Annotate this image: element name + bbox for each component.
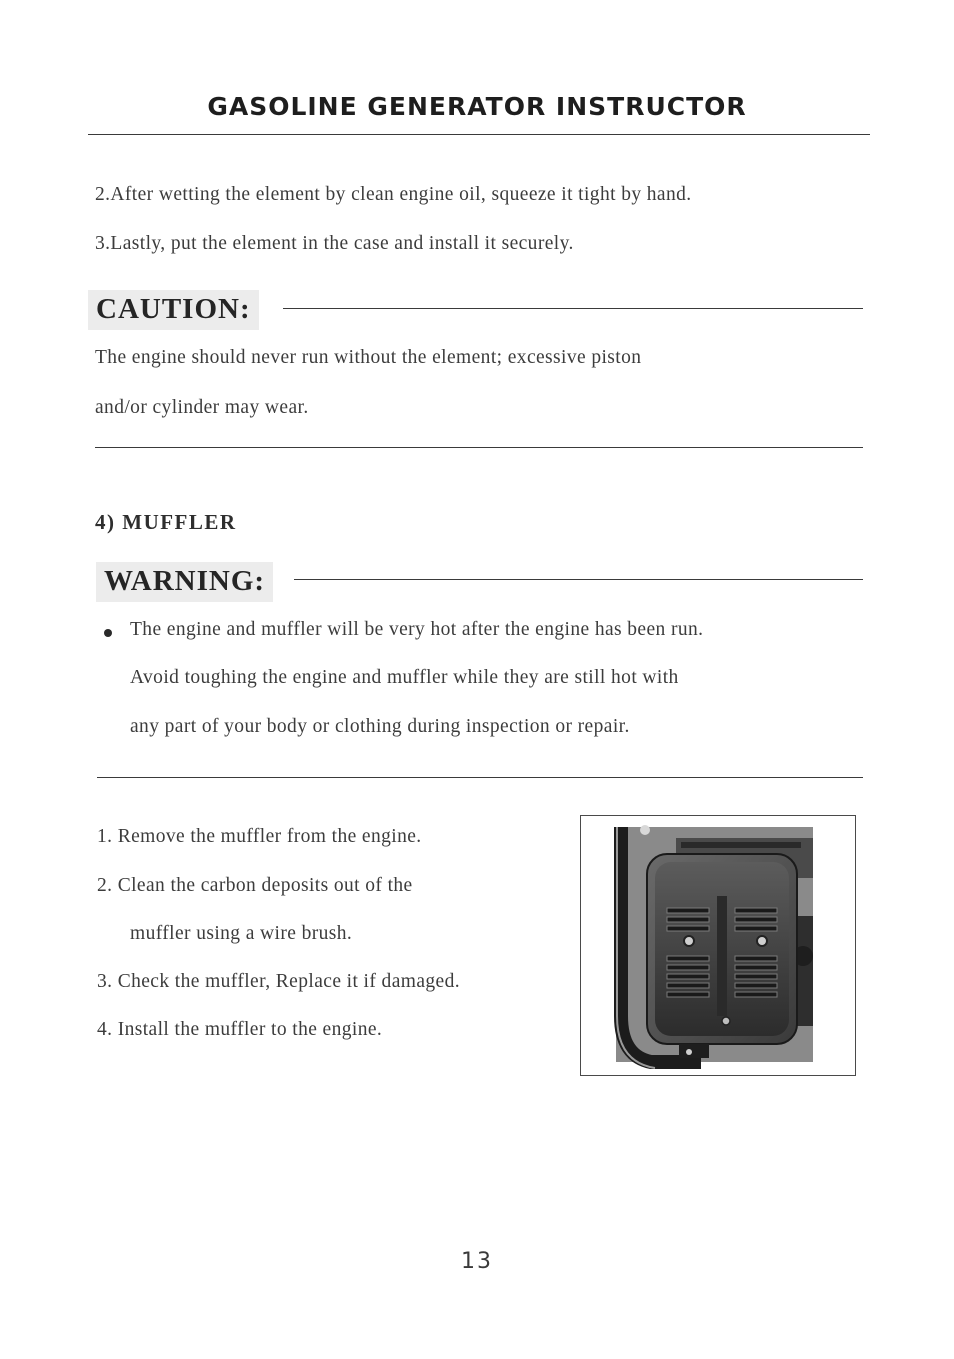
warning-label: WARNING: (96, 562, 273, 602)
warning-footer-rule (97, 777, 863, 778)
warning-header-rule (294, 579, 863, 580)
muffler-step-4: 4. Install the muffler to the engine. (97, 1019, 383, 1040)
caution-footer-rule (95, 447, 863, 448)
intro-step-3: 3.Lastly, put the element in the case and install it securely. (95, 233, 574, 254)
muffler-step-1: 1. Remove the muffler from the engine. (97, 826, 422, 847)
caution-line-2: and/or cylinder may wear. (95, 397, 309, 418)
muffler-photo (580, 815, 856, 1076)
warning-line-1: The engine and muffler will be very hot after the engine has been run. (130, 619, 704, 640)
muffler-step-2: 2. Clean the carbon deposits out of the (97, 875, 413, 896)
page-title: GASOLINE GENERATOR INSTRUCTOR (207, 92, 747, 121)
warning-line-3: any part of your body or clothing during inspection or repair. (130, 716, 630, 737)
caution-header-rule (283, 308, 863, 309)
muffler-step-3: 3. Check the muffler, Replace it if damaged. (97, 971, 461, 992)
title-underline (88, 134, 870, 135)
muffler-illustration (581, 816, 855, 1075)
page-number: 13 (461, 1249, 493, 1274)
caution-line-1: The engine should never run without the element; excessive piston (95, 347, 642, 368)
warning-bullet-icon (104, 629, 112, 637)
caution-label: CAUTION: (88, 290, 259, 330)
intro-step-2: 2.After wetting the element by clean engine oil, squeeze it tight by hand. (95, 184, 692, 205)
muffler-step-2-cont: muffler using a wire brush. (130, 923, 353, 944)
warning-line-2: Avoid toughing the engine and muffler while they are still hot with (130, 667, 679, 688)
muffler-heading: 4) MUFFLER (95, 510, 237, 534)
